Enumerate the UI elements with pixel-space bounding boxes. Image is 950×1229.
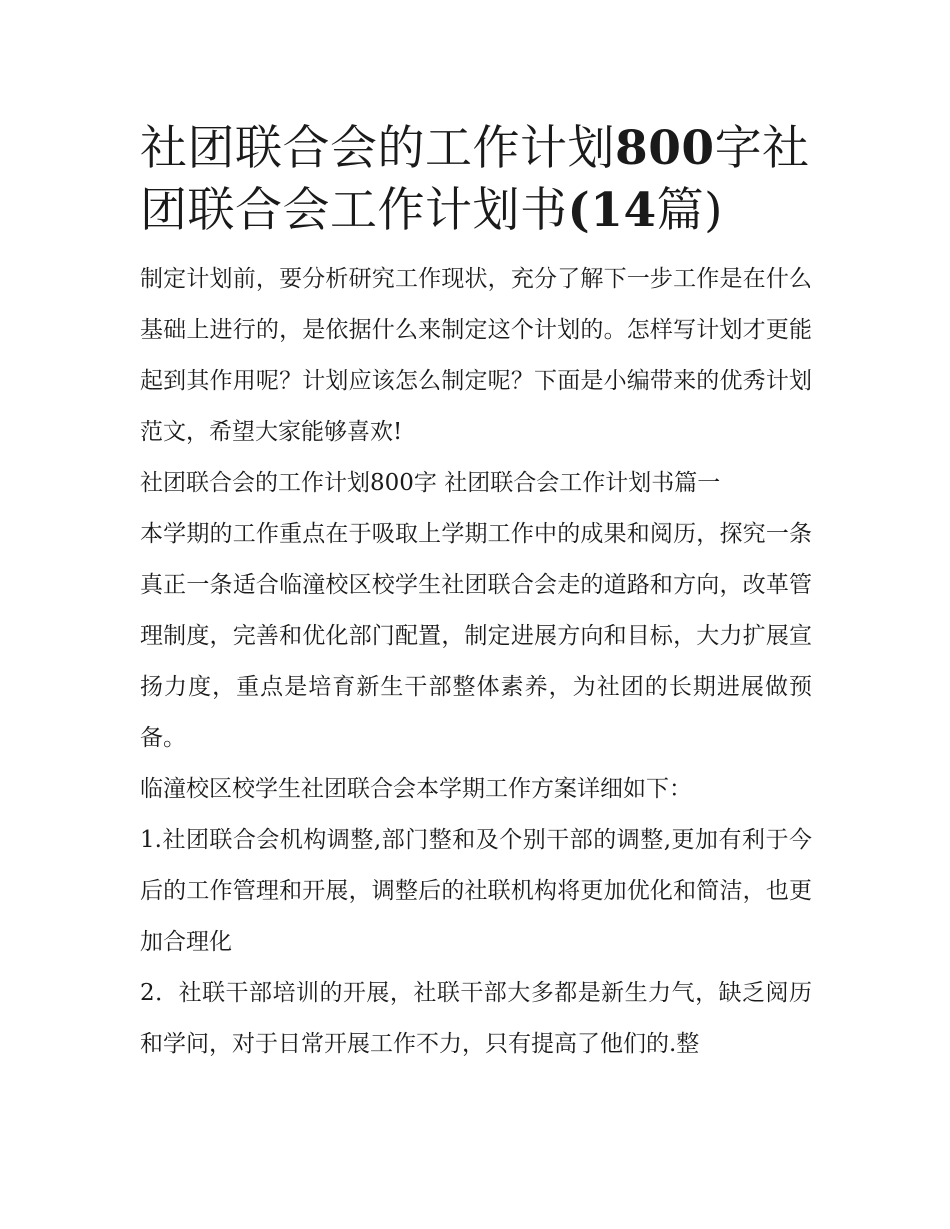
list-item-1: 1.社团联合会机构调整,部门整和及个别干部的调整,更加有利于今后的工作管理和开展，调整后的社联机构将更加优化和简洁，也更加合理化: [140, 827, 812, 955]
list-item-2: 2．社联干部培训的开展，社联干部大多都是新生力气，缺乏阅历和学问，对于日常开展工作不力，只有提高了他们的.整: [140, 980, 812, 1057]
document-content: [140, 118, 812, 1070]
plan-intro-paragraph: 临潼校区校学生社团联合会本学期工作方案详细如下：: [140, 776, 692, 802]
document-title: 社团联合会的工作计划800字社团联合会工作计划书(14篇): [140, 121, 810, 238]
section-heading: 社团联合会的工作计划800字 社团联合会工作计划书篇一: [140, 470, 721, 496]
body-paragraph: 本学期的工作重点在于吸取上学期工作中的成果和阅历，探究一条真正一条适合临潼校区校学生社团联合会走的道路和方向，改革管理制度，完善和优化部门配置，制定进展方向和目标，大力扩展宣扬力度，重点是培育新生干部整体素养，为社团的长期进展做预备。: [140, 521, 812, 751]
intro-paragraph: 制定计划前，要分析研究工作现状，充分了解下一步工作是在什么基础上进行的，是依据什么来制定这个计划的。怎样写计划才更能起到其作用呢？计划应该怎么制定呢？下面是小编带来的优秀计划范文，希望大家能够喜欢!: [140, 266, 812, 445]
